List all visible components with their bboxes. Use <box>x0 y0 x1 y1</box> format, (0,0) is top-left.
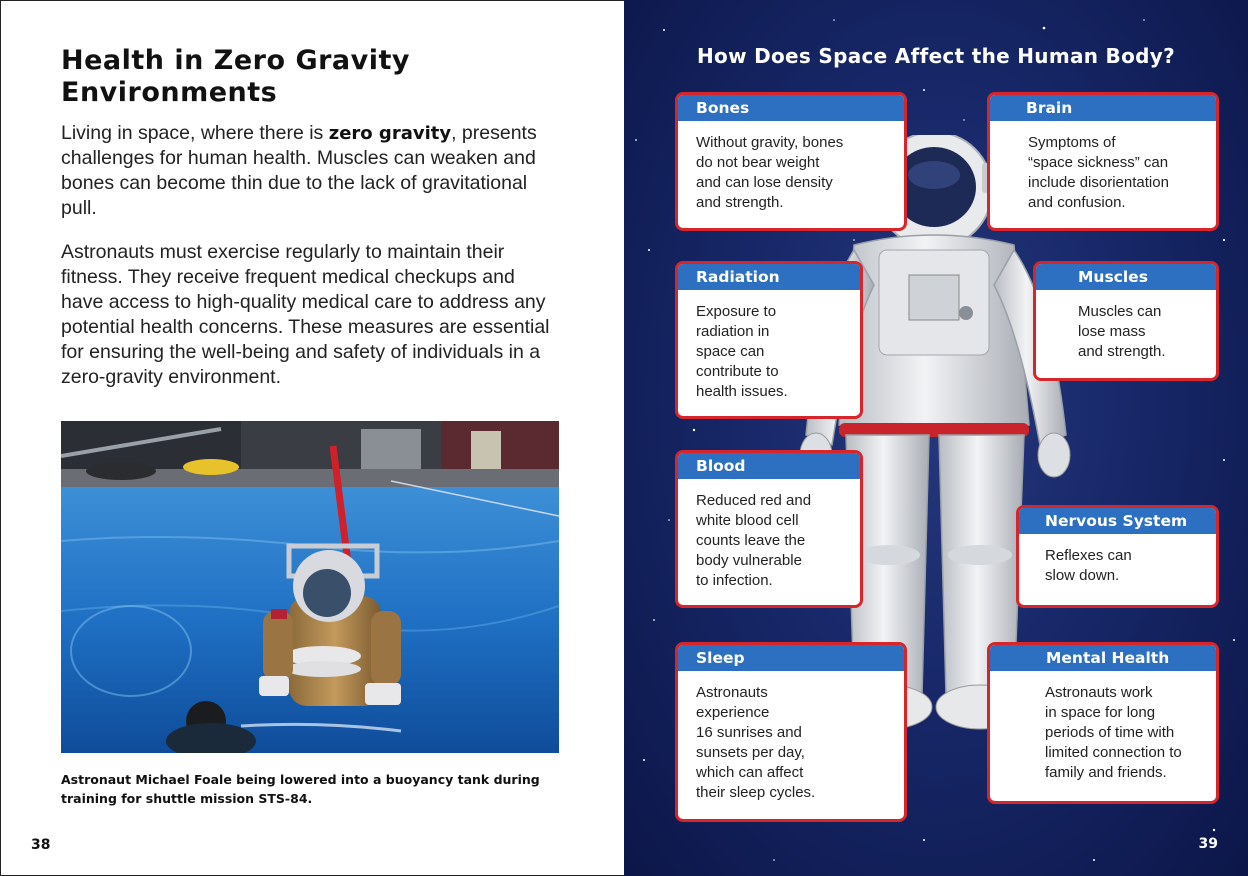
text-line: and can lose density <box>696 174 833 191</box>
text-line: Astronauts <box>696 684 768 701</box>
muscles-box <box>1033 261 1219 381</box>
page-number-left: 38 <box>31 837 51 853</box>
text-line: limited connection to <box>1045 744 1182 761</box>
text-line: body vulnerable <box>696 552 802 569</box>
nervous-system-box <box>1016 505 1219 608</box>
radiation-header: Radiation <box>678 264 860 290</box>
photo-caption: Astronaut Michael Foale being lowered into a buoyancy tank during training for shuttle mission STS-84. <box>61 772 540 806</box>
text-line: include disorientation <box>1028 174 1169 191</box>
mental-health-header: Mental Health <box>990 645 1216 671</box>
text-line: do not bear weight <box>696 154 820 171</box>
text-line: space can <box>696 343 765 360</box>
text-line: periods of time with <box>1045 724 1175 741</box>
text-line: in space for long <box>1045 704 1156 721</box>
blood-header: Blood <box>678 453 860 479</box>
brain-header: Brain <box>990 95 1216 121</box>
radiation-box <box>675 261 863 419</box>
astronaut-pool-photo <box>61 421 559 753</box>
muscles-text <box>1036 290 1216 362</box>
text-line: Astronauts work <box>1045 684 1153 701</box>
text-line: “space sickness” can <box>1028 154 1169 171</box>
bones-header: Bones <box>678 95 904 121</box>
blood-box <box>675 450 863 608</box>
text-line: health issues. <box>696 383 788 400</box>
page-number-right: 39 <box>1198 836 1218 852</box>
text-line: lose mass <box>1078 323 1146 340</box>
text-line: slow down. <box>1045 567 1120 584</box>
text-line: Reflexes can <box>1045 547 1132 564</box>
brain-text <box>990 121 1216 213</box>
text-line: Reduced red and <box>696 492 812 509</box>
mental-health-box <box>987 642 1219 804</box>
brain-box <box>987 92 1219 231</box>
text-line: sunsets per day, <box>696 744 805 761</box>
text-line: radiation in <box>696 323 770 340</box>
nervous-system-text <box>1019 534 1216 586</box>
text-line: their sleep cycles. <box>696 784 816 801</box>
text-line: contribute to <box>696 363 779 380</box>
text-line: 16 sunrises and <box>696 724 802 741</box>
intro-text-start: Living in space, where there is <box>61 122 329 144</box>
text-line: and strength. <box>1078 343 1166 360</box>
text-line: Muscles can <box>1078 303 1162 320</box>
text-line: to infection. <box>696 572 773 589</box>
sleep-box <box>675 642 907 822</box>
title-line-2: Environments <box>61 77 278 108</box>
text-line: white blood cell <box>696 512 799 529</box>
text-line: Without gravity, bones <box>696 134 844 151</box>
title-line-1: Health in Zero Gravity <box>61 45 411 76</box>
muscles-header: Muscles <box>1036 264 1216 290</box>
zero-gravity-term: zero gravity <box>328 123 452 144</box>
exercise-paragraph: Astronauts must exercise regularly to maintain their fitness. They receive frequent medical checkups and have access to high-quality medical care to address any potential health concerns. These measures are essential for ensuring the well-being and safety of individuals in a zero-gravity environment. <box>61 241 550 388</box>
bones-box <box>675 92 907 231</box>
text-line: Symptoms of <box>1028 134 1116 151</box>
bones-text <box>678 121 904 213</box>
nervous-system-header: Nervous System <box>1019 508 1216 534</box>
intro-paragraph <box>61 121 561 221</box>
text-line: family and friends. <box>1045 764 1167 781</box>
page-title <box>61 45 561 109</box>
sleep-header: Sleep <box>678 645 904 671</box>
radiation-text <box>678 290 860 402</box>
right-page-title: How Does Space Affect the Human Body? <box>697 44 1175 68</box>
text-line: and confusion. <box>1028 194 1126 211</box>
text-line: and strength. <box>696 194 784 211</box>
text-line: counts leave the <box>696 532 806 549</box>
text-line: Exposure to <box>696 303 777 320</box>
intro-text-end: , presents challenges for human health. Muscles can weaken and bones can become thin due to the lack of gravitational pull. <box>61 122 537 219</box>
blood-text <box>678 479 860 591</box>
mental-health-text <box>990 671 1216 783</box>
text-line: which can affect <box>696 764 804 781</box>
right-page <box>624 0 1248 876</box>
text-line: experience <box>696 704 770 721</box>
sleep-text <box>678 671 904 803</box>
